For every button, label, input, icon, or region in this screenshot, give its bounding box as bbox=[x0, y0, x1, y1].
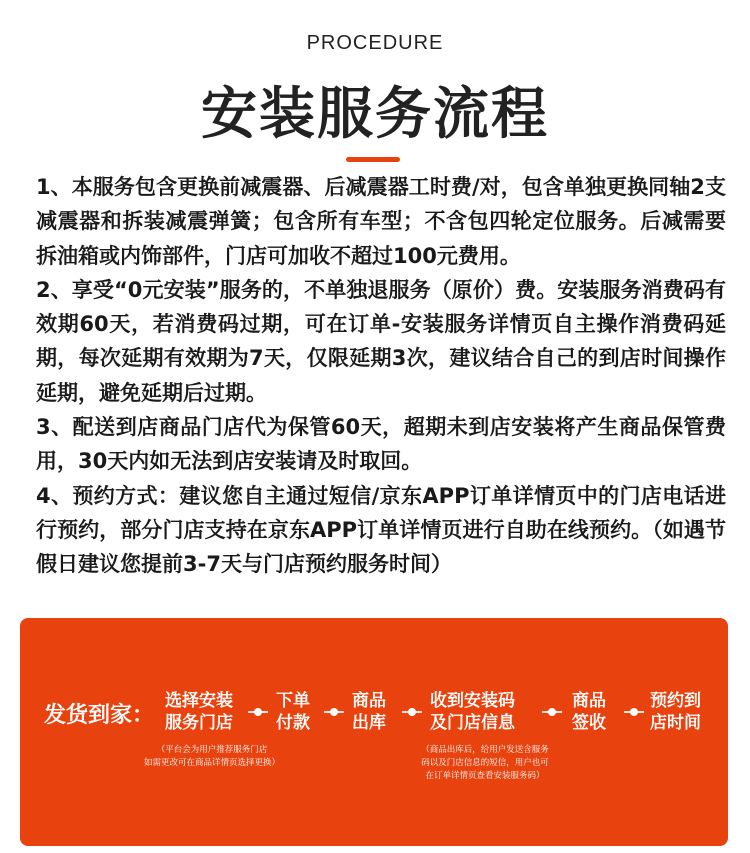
flow-note-line: 码以及门店信息的短信，用户也可 bbox=[421, 758, 549, 768]
flow-step-line: 出库 bbox=[352, 713, 386, 733]
flow-step-receive-code bbox=[430, 690, 515, 734]
flow-step-line: 商品 bbox=[572, 691, 606, 711]
flow-note-store bbox=[112, 744, 312, 770]
flow-step-line: 商品 bbox=[352, 691, 386, 711]
procedure-eyebrow: PROCEDURE bbox=[306, 32, 444, 54]
flow-step-line: 及门店信息 bbox=[430, 713, 515, 733]
flow-row bbox=[20, 686, 728, 742]
title-accent-bar bbox=[346, 157, 400, 162]
flow-note-line: （商品出库后，给用户发送含服务 bbox=[421, 745, 549, 755]
flow-step-book-time bbox=[650, 690, 701, 734]
flow-step-sign-for bbox=[572, 690, 606, 734]
flow-step-order-pay bbox=[276, 690, 310, 734]
flow-note-line: 在订单详情页查看安装服务码） bbox=[425, 771, 545, 781]
term-item-1: 1、本服务包含更换前减震器、后减震器工时费/对，包含单独更换同轴2支减震器和拆装减震弹簧；包含所有车型；不含包四轮定位服务。后减需要拆油箱或内饰部件，门店可加收不超过100元费用。 bbox=[36, 175, 726, 268]
flow-note-line: （平台会为用户推荐服务门店 bbox=[156, 745, 268, 755]
flow-step-line: 付款 bbox=[276, 713, 310, 733]
flow-step-line: 收到安装码 bbox=[430, 691, 515, 711]
flow-step-line: 店时间 bbox=[650, 713, 701, 733]
flow-arrow-icon bbox=[542, 704, 562, 720]
flow-step-line: 下单 bbox=[276, 691, 310, 711]
flow-note-line: 如需更改可在商品详情页选择更换） bbox=[143, 758, 280, 768]
term-item-2: 2、享受“0元安装”服务的，不单独退服务（原价）费。安装服务消费码有效期60天，若消费码过期，可在订单-安装服务详情页自主操作消费码延期，每次延期有效期为7天，仅限延期3次，建议结合自己的到店时间操作延期，避免延期后过期。 bbox=[36, 277, 726, 405]
flow-arrow-icon bbox=[248, 704, 268, 720]
flow-step-select-store bbox=[165, 690, 233, 734]
flow-step-line: 签收 bbox=[572, 713, 606, 733]
flow-step-line: 选择安装 bbox=[165, 691, 233, 711]
terms-list bbox=[36, 170, 726, 582]
flow-arrow-icon bbox=[324, 704, 344, 720]
term-item-4: 4、预约方式：建议您自主通过短信/京东APP订单详情页中的门店电话进行预约，部分门店支持在京东APP订单详情页进行自助在线预约。（如遇节假日建议您提前3-7天与门店预约服务时间） bbox=[36, 483, 726, 577]
flow-arrow-icon bbox=[624, 704, 644, 720]
flow-arrow-icon bbox=[402, 704, 422, 720]
flow-note-code bbox=[390, 744, 580, 783]
page-title: 安装服务流程 bbox=[201, 82, 549, 147]
flow-step-line: 服务门店 bbox=[165, 713, 233, 733]
flow-step-line: 预约到 bbox=[650, 691, 701, 711]
flow-label: 发货到家： bbox=[44, 703, 155, 728]
term-item-3: 3、配送到店商品门店代为保管60天，超期未到店安装将产生商品保管费用，30天内如无法到店安装请及时取回。 bbox=[36, 415, 726, 474]
flow-step-dispatch bbox=[352, 690, 386, 734]
